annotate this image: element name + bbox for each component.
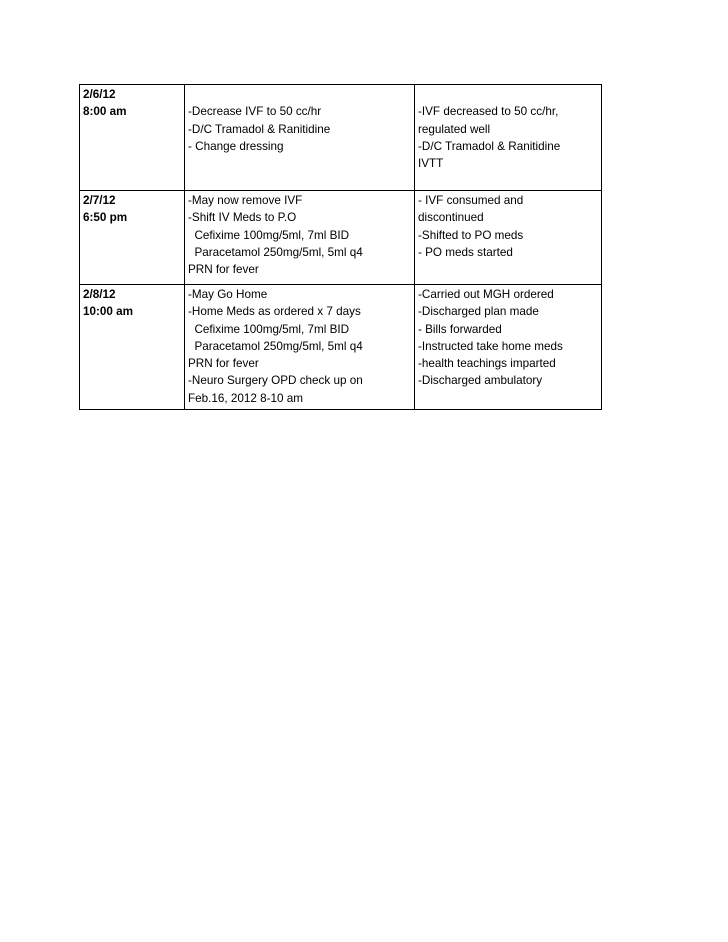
action-line: - Bills forwarded bbox=[418, 322, 502, 336]
action-line: IVTT bbox=[418, 157, 444, 171]
table-row bbox=[80, 191, 602, 285]
action-line: -D/C Tramadol & Ranitidine bbox=[418, 139, 561, 153]
doctors-orders-table bbox=[79, 84, 602, 410]
order-cell bbox=[185, 191, 415, 285]
action-cell bbox=[415, 85, 602, 191]
order-line: -Decrease IVF to 50 cc/hr bbox=[188, 105, 322, 119]
order-date: 2/7/12 bbox=[83, 194, 116, 207]
action-line: -health teachings imparted bbox=[418, 357, 556, 371]
blank-line bbox=[418, 86, 598, 103]
order-line: -Shift IV Meds to P.O bbox=[188, 211, 297, 225]
order-line: Cefixime 100mg/5ml, 7ml BID bbox=[188, 228, 350, 242]
order-line: -Neuro Surgery OPD check up on bbox=[188, 374, 363, 388]
action-line: - PO meds started bbox=[418, 245, 513, 259]
table-row bbox=[80, 285, 602, 410]
order-line: Cefixime 100mg/5ml, 7ml BID bbox=[188, 322, 350, 336]
action-line: -Discharged plan made bbox=[418, 305, 539, 319]
action-line: -IVF decreased to 50 cc/hr, bbox=[418, 105, 559, 119]
action-cell bbox=[415, 285, 602, 410]
order-date: 2/8/12 bbox=[83, 288, 116, 301]
date-time-cell bbox=[80, 285, 185, 410]
order-line: -May now remove IVF bbox=[188, 194, 303, 207]
order-line: Paracetamol 250mg/5ml, 5ml q4 bbox=[188, 339, 363, 353]
date-time-cell bbox=[80, 85, 185, 191]
order-time: 10:00 am bbox=[83, 305, 134, 319]
order-line: - Change dressing bbox=[188, 139, 284, 153]
action-line: regulated well bbox=[418, 122, 491, 136]
order-line: PRN for fever bbox=[188, 263, 259, 277]
action-line: -Instructed take home meds bbox=[418, 339, 563, 353]
order-date: 2/6/12 bbox=[83, 88, 116, 101]
order-line: -Home Meds as ordered x 7 days bbox=[188, 305, 361, 319]
order-time: 6:50 pm bbox=[83, 211, 128, 225]
action-line: -Discharged ambulatory bbox=[418, 374, 543, 388]
table-row bbox=[80, 85, 602, 191]
order-line: Paracetamol 250mg/5ml, 5ml q4 bbox=[188, 245, 363, 259]
order-line: PRN for fever bbox=[188, 357, 259, 371]
action-line: discontinued bbox=[418, 211, 484, 225]
date-time-cell bbox=[80, 191, 185, 285]
order-line: -D/C Tramadol & Ranitidine bbox=[188, 122, 331, 136]
action-cell bbox=[415, 191, 602, 285]
order-line: Feb.16, 2012 8-10 am bbox=[188, 391, 304, 405]
order-time: 8:00 am bbox=[83, 105, 127, 119]
blank-line bbox=[188, 86, 411, 103]
order-cell bbox=[185, 85, 415, 191]
order-cell bbox=[185, 285, 415, 410]
order-line: -May Go Home bbox=[188, 288, 268, 301]
action-line: - IVF consumed and bbox=[418, 194, 524, 207]
action-line: -Carried out MGH ordered bbox=[418, 288, 554, 301]
action-line: -Shifted to PO meds bbox=[418, 228, 524, 242]
